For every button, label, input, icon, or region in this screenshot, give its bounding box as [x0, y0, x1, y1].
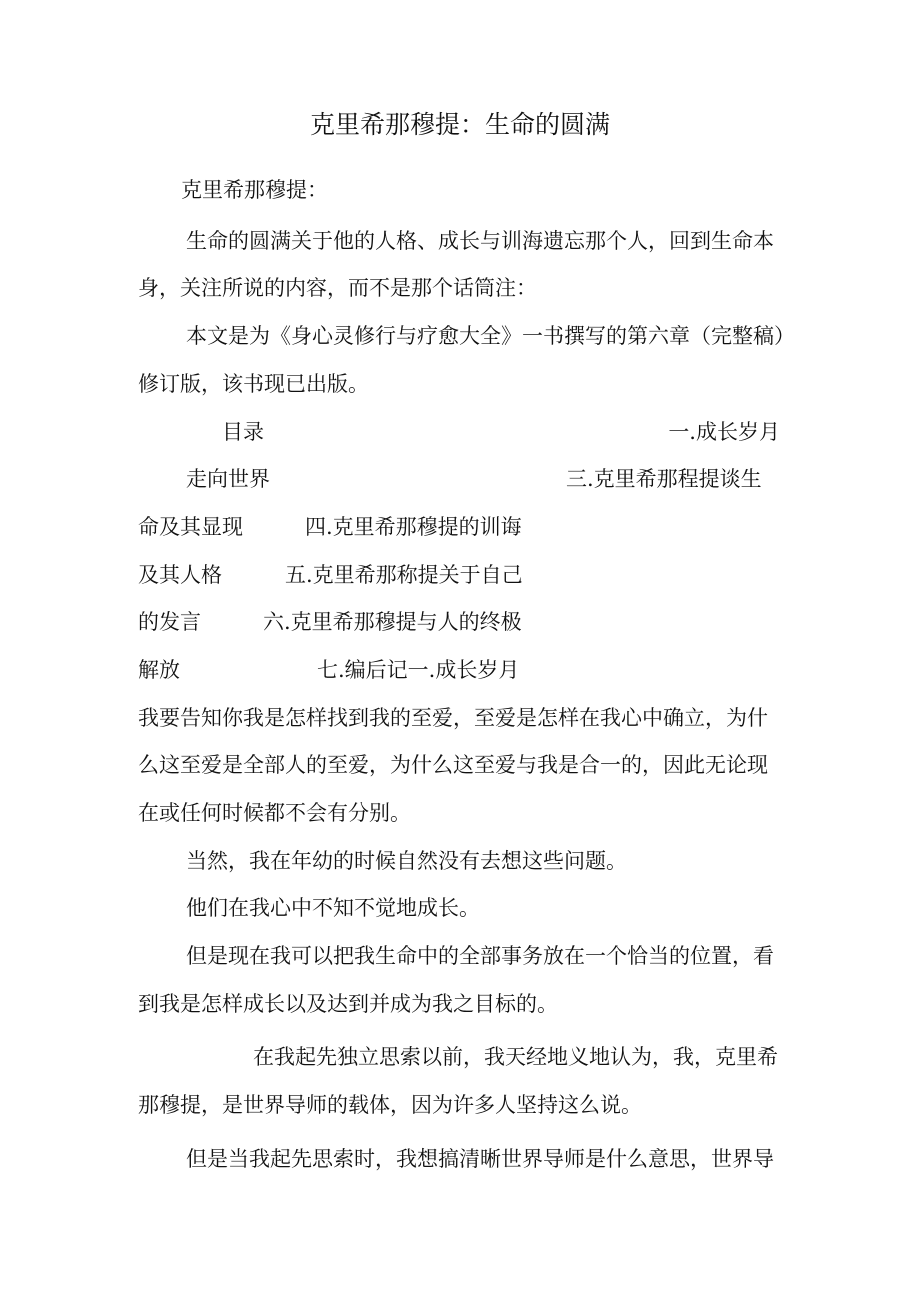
body-paragraph-6-line-1: 但是当我起先思索时，我想搞清晰世界导师是什么意思，世界导 [186, 1147, 774, 1171]
body-paragraph-5-line-2: 那穆提，是世界导师的载体，因为许多人坚持这么说。 [138, 1093, 642, 1117]
intro-line-1: 生命的圆满关于他的人格、成长与训海遗忘那个人，回到生命本 [186, 229, 774, 253]
body-paragraph-3: 他们在我心中不知不觉地成长。 [186, 896, 480, 920]
toc-line-6-right: 七.编后记一.成长岁月 [317, 658, 520, 682]
toc-line-3-left: 命及其显现 [138, 515, 243, 539]
toc-item-1: 一.成长岁月 [668, 420, 780, 444]
toc-line-5-left: 的发言 [138, 610, 201, 634]
note-line-1: 本文是为《身心灵修行与疗愈大全》一书撰写的第六章（完整稿） [186, 324, 795, 348]
document-title: 克里希那穆提：生命的圆满 [309, 110, 610, 139]
toc-line-2-right: 三.克里希那程提谈生 [566, 467, 762, 491]
body-paragraph-2: 当然，我在年幼的时候自然没有去想这些问题。 [186, 849, 627, 873]
toc-line-5-right: 六.克里希那穆提与人的终极 [263, 610, 522, 634]
note-line-2: 修订版，该书现已出版。 [138, 372, 369, 396]
body-paragraph-4-line-1: 但是现在我可以把我生命中的全部事务放在一个恰当的位置，看 [186, 944, 774, 968]
body-paragraph-1-line-2: 么这至爱是全部人的至爱，为什么这至爱与我是合一的，因此无论现 [138, 753, 768, 777]
toc-line-4-left: 及其人格 [138, 563, 222, 587]
toc-line-3-right: 四.克里希那穆提的训诲 [305, 515, 522, 539]
toc-line-6-left: 解放 [138, 658, 180, 682]
toc-line-2-left: 走向世界 [186, 467, 270, 491]
toc-label: 目录 [222, 420, 264, 444]
toc-line-4-right: 五.克里希那称提关于自己 [285, 563, 523, 587]
body-paragraph-1-line-3: 在或任何时候都不会有分别。 [138, 801, 411, 825]
body-paragraph-1-line-1: 我要告知你我是怎样找到我的至爱，至爱是怎样在我心中确立，为什 [138, 706, 768, 730]
body-paragraph-4-line-2: 到我是怎样成长以及达到并成为我之目标的。 [138, 992, 558, 1016]
intro-line-2: 身，关注所说的内容，而不是那个话筒注： [138, 276, 537, 300]
author-line: 克里希那穆提： [181, 178, 328, 202]
body-paragraph-5-line-1: 在我起先独立思索以前，我天经地义地认为，我，克里希 [253, 1045, 778, 1069]
